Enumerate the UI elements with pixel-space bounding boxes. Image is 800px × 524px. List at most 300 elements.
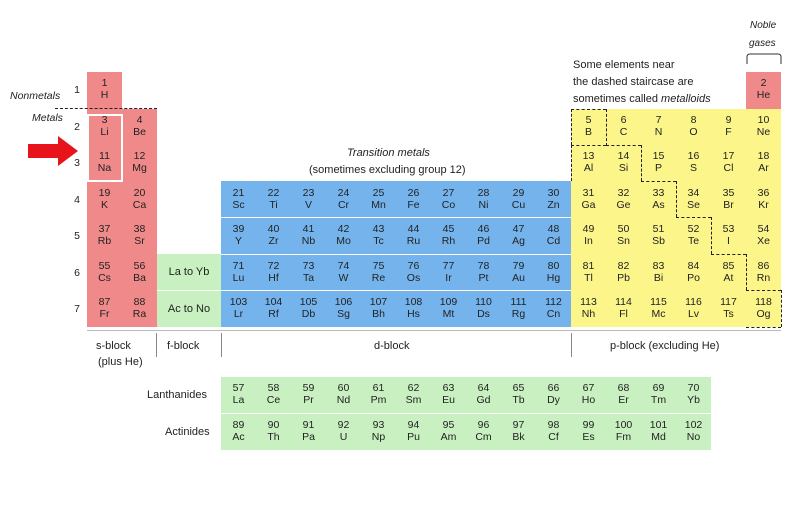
element-i bbox=[711, 223, 746, 247]
element-symbol: I bbox=[727, 235, 730, 247]
element-symbol: Sc bbox=[232, 198, 245, 211]
atomic-number: 115 bbox=[650, 296, 667, 308]
atomic-number: 37 bbox=[98, 223, 111, 235]
element-symbol: Zn bbox=[547, 198, 560, 211]
atomic-number: 10 bbox=[757, 113, 770, 126]
element-symbol: Li bbox=[100, 125, 109, 138]
element-symbol: La bbox=[232, 394, 245, 406]
atomic-number: 93 bbox=[372, 419, 385, 431]
atomic-number: 108 bbox=[404, 296, 423, 308]
element-symbol: Mn bbox=[371, 198, 386, 211]
element-f bbox=[711, 114, 746, 138]
lanthanides-label: Lanthanides bbox=[147, 389, 207, 401]
metalloid-note-line-2: the dashed staircase are bbox=[573, 76, 694, 88]
element-nh bbox=[571, 296, 606, 320]
element-p bbox=[641, 150, 676, 174]
element-symbol: Rb bbox=[97, 235, 112, 247]
element-zn bbox=[536, 187, 571, 211]
element-sn bbox=[606, 223, 641, 247]
element-symbol: Pm bbox=[370, 394, 387, 406]
atomic-number: 71 bbox=[232, 259, 245, 272]
staircase-segment bbox=[571, 109, 572, 145]
atomic-number: 22 bbox=[267, 186, 280, 199]
atomic-number: 60 bbox=[337, 382, 350, 394]
atomic-number: 19 bbox=[98, 186, 111, 199]
element-symbol: Si bbox=[618, 162, 629, 174]
atomic-number: 111 bbox=[510, 296, 527, 308]
atomic-number: 41 bbox=[302, 223, 315, 235]
element-bh bbox=[361, 296, 396, 320]
element-symbol: Es bbox=[582, 431, 595, 443]
element-symbol: Ru bbox=[406, 235, 421, 247]
element-og bbox=[746, 296, 781, 320]
element-symbol: Y bbox=[234, 235, 242, 247]
period-number: 3 bbox=[74, 157, 80, 169]
element-symbol: C bbox=[619, 125, 628, 138]
element-bk bbox=[501, 419, 536, 443]
element-k bbox=[87, 187, 122, 211]
element-eu bbox=[431, 382, 466, 406]
element-er bbox=[606, 382, 641, 406]
element-nb bbox=[291, 223, 326, 247]
gases-label: gases bbox=[749, 38, 776, 49]
separator-d-p bbox=[571, 333, 572, 357]
atomic-number: 113 bbox=[580, 296, 597, 308]
element-symbol: Ne bbox=[756, 125, 771, 138]
atomic-number: 78 bbox=[477, 259, 490, 272]
element-symbol: Po bbox=[687, 271, 700, 284]
atomic-number: 48 bbox=[547, 223, 560, 235]
element-symbol: Ag bbox=[512, 235, 525, 247]
element-symbol: Cm bbox=[475, 431, 492, 443]
element-ba bbox=[122, 260, 157, 284]
element-cn bbox=[536, 296, 571, 320]
element-symbol: Nb bbox=[301, 235, 316, 247]
element-np bbox=[361, 419, 396, 443]
atomic-number: 20 bbox=[133, 186, 146, 199]
element-tm bbox=[641, 382, 676, 406]
element-symbol: V bbox=[304, 198, 312, 211]
element-symbol: Yb bbox=[687, 394, 700, 406]
atomic-number: 34 bbox=[687, 186, 700, 199]
f-box-divider bbox=[157, 290, 221, 291]
atomic-number: 72 bbox=[267, 259, 280, 272]
element-gd bbox=[466, 382, 501, 406]
element-symbol: O bbox=[689, 125, 698, 138]
element-cr bbox=[326, 187, 361, 211]
atomic-number: 118 bbox=[755, 296, 772, 308]
metalloid-note-line-3 bbox=[573, 93, 711, 105]
atomic-number: 55 bbox=[98, 259, 111, 272]
element-la bbox=[221, 382, 256, 406]
atomic-number: 92 bbox=[337, 419, 350, 431]
element-symbol: Co bbox=[441, 198, 456, 211]
period-number: 2 bbox=[74, 120, 80, 133]
atomic-number: 74 bbox=[337, 259, 350, 272]
element-symbol: Cn bbox=[546, 308, 561, 320]
staircase-segment bbox=[781, 290, 782, 327]
atomic-number: 46 bbox=[477, 223, 490, 235]
element-symbol: Ti bbox=[269, 198, 278, 211]
atomic-number: 110 bbox=[475, 296, 492, 308]
element-symbol: Md bbox=[651, 431, 666, 443]
element-ir bbox=[431, 260, 466, 284]
element-ga bbox=[571, 187, 606, 211]
element-symbol: Sb bbox=[652, 235, 665, 247]
atomic-number: 69 bbox=[652, 382, 665, 394]
element-symbol: Rh bbox=[441, 235, 456, 247]
element-symbol: Cr bbox=[337, 198, 350, 211]
staircase-segment bbox=[676, 181, 677, 217]
element-symbol: N bbox=[654, 125, 663, 138]
atomic-number: 99 bbox=[582, 419, 595, 431]
element-lv bbox=[676, 296, 711, 320]
atomic-number: 96 bbox=[477, 419, 490, 431]
element-cd bbox=[536, 223, 571, 247]
element-sg bbox=[326, 296, 361, 320]
atomic-number: 25 bbox=[372, 186, 385, 199]
staircase-segment bbox=[641, 181, 676, 182]
element-symbol: Ir bbox=[445, 271, 452, 284]
element-at bbox=[711, 260, 746, 284]
element-symbol: Cd bbox=[546, 235, 561, 247]
noble-gases-bracket bbox=[746, 53, 782, 65]
element-symbol: Al bbox=[583, 162, 594, 174]
atomic-number: 68 bbox=[617, 382, 630, 394]
atomic-number: 56 bbox=[133, 259, 146, 272]
atomic-number: 35 bbox=[722, 186, 735, 199]
element-symbol: Ga bbox=[581, 198, 596, 211]
element-symbol: Se bbox=[687, 198, 700, 211]
element-v bbox=[291, 187, 326, 211]
element-symbol: Am bbox=[440, 431, 457, 443]
element-es bbox=[571, 419, 606, 443]
atomic-number: 15 bbox=[652, 150, 665, 162]
atomic-number: 97 bbox=[512, 419, 525, 431]
element-symbol: Ta bbox=[302, 271, 315, 284]
atomic-number: 53 bbox=[722, 223, 735, 235]
atomic-number: 47 bbox=[512, 223, 525, 235]
element-rf bbox=[256, 296, 291, 320]
staircase-segment bbox=[571, 109, 606, 110]
element-rn bbox=[746, 260, 781, 284]
element-mt bbox=[431, 296, 466, 320]
atomic-number: 59 bbox=[302, 382, 315, 394]
s-block-label: s-block bbox=[96, 340, 131, 352]
atomic-number: 4 bbox=[136, 113, 143, 126]
element-symbol: Fm bbox=[615, 431, 632, 443]
element-n bbox=[641, 114, 676, 138]
atomic-number: 114 bbox=[615, 296, 632, 308]
element-pa bbox=[291, 419, 326, 443]
atomic-number: 44 bbox=[407, 223, 420, 235]
element-s bbox=[676, 150, 711, 174]
atomic-number: 76 bbox=[407, 259, 420, 272]
p-block-label: p-block (excluding He) bbox=[610, 340, 720, 352]
element-li bbox=[87, 114, 122, 138]
atomic-number: 106 bbox=[334, 296, 353, 308]
transition-metals-label: Transition metals bbox=[347, 147, 430, 159]
element-symbol: Rg bbox=[511, 308, 526, 320]
separator-f-d bbox=[221, 333, 222, 357]
element-db bbox=[291, 296, 326, 320]
atomic-number: 45 bbox=[442, 223, 455, 235]
atomic-number: 83 bbox=[652, 259, 665, 272]
element-symbol: Mg bbox=[132, 162, 147, 174]
element-symbol: Th bbox=[267, 431, 280, 443]
staircase-segment bbox=[606, 145, 641, 146]
element-symbol: Be bbox=[133, 125, 146, 138]
ac-to-no-box: Ac to No bbox=[157, 291, 221, 327]
element-po bbox=[676, 260, 711, 284]
element-symbol: W bbox=[338, 271, 349, 284]
atomic-number: 91 bbox=[302, 419, 315, 431]
atomic-number: 64 bbox=[477, 382, 490, 394]
element-symbol: S bbox=[689, 162, 697, 174]
element-lr bbox=[221, 296, 256, 320]
atomic-number: 18 bbox=[757, 150, 770, 162]
staircase-segment bbox=[571, 145, 606, 146]
atomic-number: 17 bbox=[722, 150, 735, 162]
element-pb bbox=[606, 260, 641, 284]
element-pt bbox=[466, 260, 501, 284]
staircase-segment bbox=[606, 109, 607, 146]
staircase-segment bbox=[711, 217, 712, 254]
element-symbol: Os bbox=[406, 271, 421, 284]
element-hs bbox=[396, 296, 431, 320]
element-lu bbox=[221, 260, 256, 284]
atomic-number: 80 bbox=[547, 259, 560, 272]
element-symbol: As bbox=[652, 198, 665, 211]
element-b bbox=[571, 114, 606, 138]
element-pd bbox=[466, 223, 501, 247]
element-al bbox=[571, 150, 606, 174]
atomic-number: 104 bbox=[264, 296, 283, 308]
atomic-number: 54 bbox=[757, 223, 770, 235]
element-symbol: Eu bbox=[442, 394, 455, 406]
element-am bbox=[431, 419, 466, 443]
atomic-number: 21 bbox=[232, 186, 245, 199]
atomic-number: 58 bbox=[267, 382, 280, 394]
atomic-number: 77 bbox=[442, 259, 455, 272]
atomic-number: 16 bbox=[687, 150, 700, 162]
atomic-number: 12 bbox=[133, 150, 146, 162]
element-tc bbox=[361, 223, 396, 247]
atomic-number: 38 bbox=[133, 223, 146, 235]
element-symbol: Mt bbox=[442, 308, 455, 320]
element-symbol: Zr bbox=[268, 235, 279, 247]
atomic-number: 29 bbox=[512, 186, 525, 199]
element-br bbox=[711, 187, 746, 211]
element-symbol: Bk bbox=[512, 431, 525, 443]
element-sb bbox=[641, 223, 676, 247]
atomic-number: 88 bbox=[133, 296, 146, 308]
element-symbol: Pt bbox=[478, 271, 489, 284]
element-ti bbox=[256, 187, 291, 211]
staircase-segment bbox=[746, 290, 781, 291]
d-block-row-divider bbox=[221, 290, 571, 291]
element-symbol: Er bbox=[618, 394, 629, 406]
element-symbol: Pa bbox=[302, 431, 315, 443]
atomic-number: 7 bbox=[655, 113, 662, 126]
element-se bbox=[676, 187, 711, 211]
element-mo bbox=[326, 223, 361, 247]
element-symbol: Tm bbox=[650, 394, 667, 406]
element-as bbox=[641, 187, 676, 211]
period-number: 5 bbox=[74, 230, 80, 242]
element-symbol: Bi bbox=[653, 271, 664, 284]
element-y bbox=[221, 223, 256, 247]
element-cf bbox=[536, 419, 571, 443]
element-symbol: B bbox=[584, 125, 592, 138]
element-symbol: Rf bbox=[268, 308, 279, 320]
element-ge bbox=[606, 187, 641, 211]
atomic-number: 94 bbox=[407, 419, 420, 431]
element-symbol: Fr bbox=[99, 308, 110, 320]
atomic-number: 73 bbox=[302, 259, 315, 272]
atomic-number: 8 bbox=[690, 113, 697, 126]
atomic-number: 98 bbox=[547, 419, 560, 431]
atomic-number: 1 bbox=[101, 77, 108, 89]
element-symbol: Mo bbox=[336, 235, 351, 247]
staircase-segment bbox=[711, 254, 746, 255]
atomic-number: 33 bbox=[652, 186, 665, 199]
atomic-number: 107 bbox=[369, 296, 388, 308]
element-symbol: Tc bbox=[373, 235, 384, 247]
atomic-number: 14 bbox=[617, 150, 630, 162]
f-block-label: f-block bbox=[167, 340, 200, 352]
staircase-segment bbox=[746, 327, 781, 328]
d-block-label: d-block bbox=[374, 340, 410, 352]
element-os bbox=[396, 260, 431, 284]
element-ni bbox=[466, 187, 501, 211]
atomic-number: 52 bbox=[687, 223, 700, 235]
element-symbol: Gd bbox=[476, 394, 491, 406]
element-au bbox=[501, 260, 536, 284]
element-symbol: Hf bbox=[268, 271, 279, 284]
period-number: 1 bbox=[74, 84, 80, 96]
nonmetal-metal-divider bbox=[55, 108, 157, 109]
atomic-number: 31 bbox=[582, 186, 595, 199]
element-symbol: Pd bbox=[477, 235, 490, 247]
d-block-row-divider bbox=[221, 217, 571, 218]
element-symbol: Au bbox=[512, 271, 525, 284]
element-symbol: Sm bbox=[405, 394, 422, 406]
atomic-number: 86 bbox=[757, 259, 770, 272]
element-symbol: Bh bbox=[372, 308, 385, 320]
element-symbol: Pu bbox=[407, 431, 420, 443]
atomic-number: 105 bbox=[299, 296, 318, 308]
element-symbol: He bbox=[756, 89, 771, 101]
element-symbol: Ts bbox=[723, 308, 734, 320]
element-cl bbox=[711, 150, 746, 174]
element-pu bbox=[396, 419, 431, 443]
atomic-number: 82 bbox=[617, 259, 630, 272]
element-ta bbox=[291, 260, 326, 284]
element-symbol: Lr bbox=[233, 308, 244, 320]
element-hg bbox=[536, 260, 571, 284]
atomic-number: 6 bbox=[620, 113, 627, 126]
atomic-number: 89 bbox=[232, 419, 245, 431]
atomic-number: 79 bbox=[512, 259, 525, 272]
atomic-number: 61 bbox=[372, 382, 385, 394]
element-rg bbox=[501, 296, 536, 320]
element-na bbox=[87, 150, 122, 174]
atomic-number: 27 bbox=[442, 186, 455, 199]
element-th bbox=[256, 419, 291, 443]
element-symbol: No bbox=[686, 431, 701, 443]
element-in bbox=[571, 223, 606, 247]
atomic-number: 109 bbox=[439, 296, 458, 308]
element-cm bbox=[466, 419, 501, 443]
atomic-number: 42 bbox=[337, 223, 350, 235]
atomic-number: 26 bbox=[407, 186, 420, 199]
element-symbol: Xe bbox=[757, 235, 770, 247]
element-dy bbox=[536, 382, 571, 406]
atomic-number: 36 bbox=[757, 186, 770, 199]
element-cs bbox=[87, 260, 122, 284]
atomic-number: 39 bbox=[232, 223, 245, 235]
element-co bbox=[431, 187, 466, 211]
element-symbol: Np bbox=[371, 431, 386, 443]
element-ar bbox=[746, 150, 781, 174]
element-symbol: Pb bbox=[617, 271, 630, 284]
element-te bbox=[676, 223, 711, 247]
element-symbol: Nh bbox=[581, 308, 596, 320]
element-ag bbox=[501, 223, 536, 247]
element-symbol: Pr bbox=[303, 394, 314, 406]
element-re bbox=[361, 260, 396, 284]
element-zr bbox=[256, 223, 291, 247]
atomic-number: 65 bbox=[512, 382, 525, 394]
atomic-number: 81 bbox=[582, 259, 595, 272]
element-symbol: Tl bbox=[584, 271, 593, 284]
atomic-number: 95 bbox=[442, 419, 455, 431]
element-symbol: Br bbox=[723, 198, 734, 211]
element-symbol: U bbox=[339, 431, 348, 443]
atomic-number: 30 bbox=[547, 186, 560, 199]
atomic-number: 13 bbox=[582, 150, 595, 162]
atomic-number: 43 bbox=[372, 223, 385, 235]
la-to-yb-box: La to Yb bbox=[157, 254, 221, 290]
d-block-row-divider bbox=[221, 254, 571, 255]
atomic-number: 87 bbox=[98, 296, 111, 308]
element-c bbox=[606, 114, 641, 138]
element-si bbox=[606, 150, 641, 174]
element-hf bbox=[256, 260, 291, 284]
element-be bbox=[122, 114, 157, 138]
staircase-segment bbox=[676, 217, 711, 218]
atomic-number: 2 bbox=[760, 77, 767, 89]
element-md bbox=[641, 419, 676, 443]
atomic-number: 5 bbox=[585, 113, 592, 126]
element-pm bbox=[361, 382, 396, 406]
element-symbol: Nd bbox=[336, 394, 351, 406]
element-ts bbox=[711, 296, 746, 320]
element-symbol: Te bbox=[687, 235, 700, 247]
atomic-number: 62 bbox=[407, 382, 420, 394]
separator-s-f bbox=[156, 333, 157, 357]
element-o bbox=[676, 114, 711, 138]
element-fe bbox=[396, 187, 431, 211]
element-symbol: Mc bbox=[651, 308, 666, 320]
noble-label: Noble bbox=[750, 21, 777, 28]
element-nd bbox=[326, 382, 361, 406]
metalloid-note-line-1: Some elements near bbox=[573, 59, 675, 71]
element-symbol: Ar bbox=[758, 162, 769, 174]
element-symbol: Ca bbox=[132, 198, 147, 211]
element-symbol: Hs bbox=[407, 308, 420, 320]
